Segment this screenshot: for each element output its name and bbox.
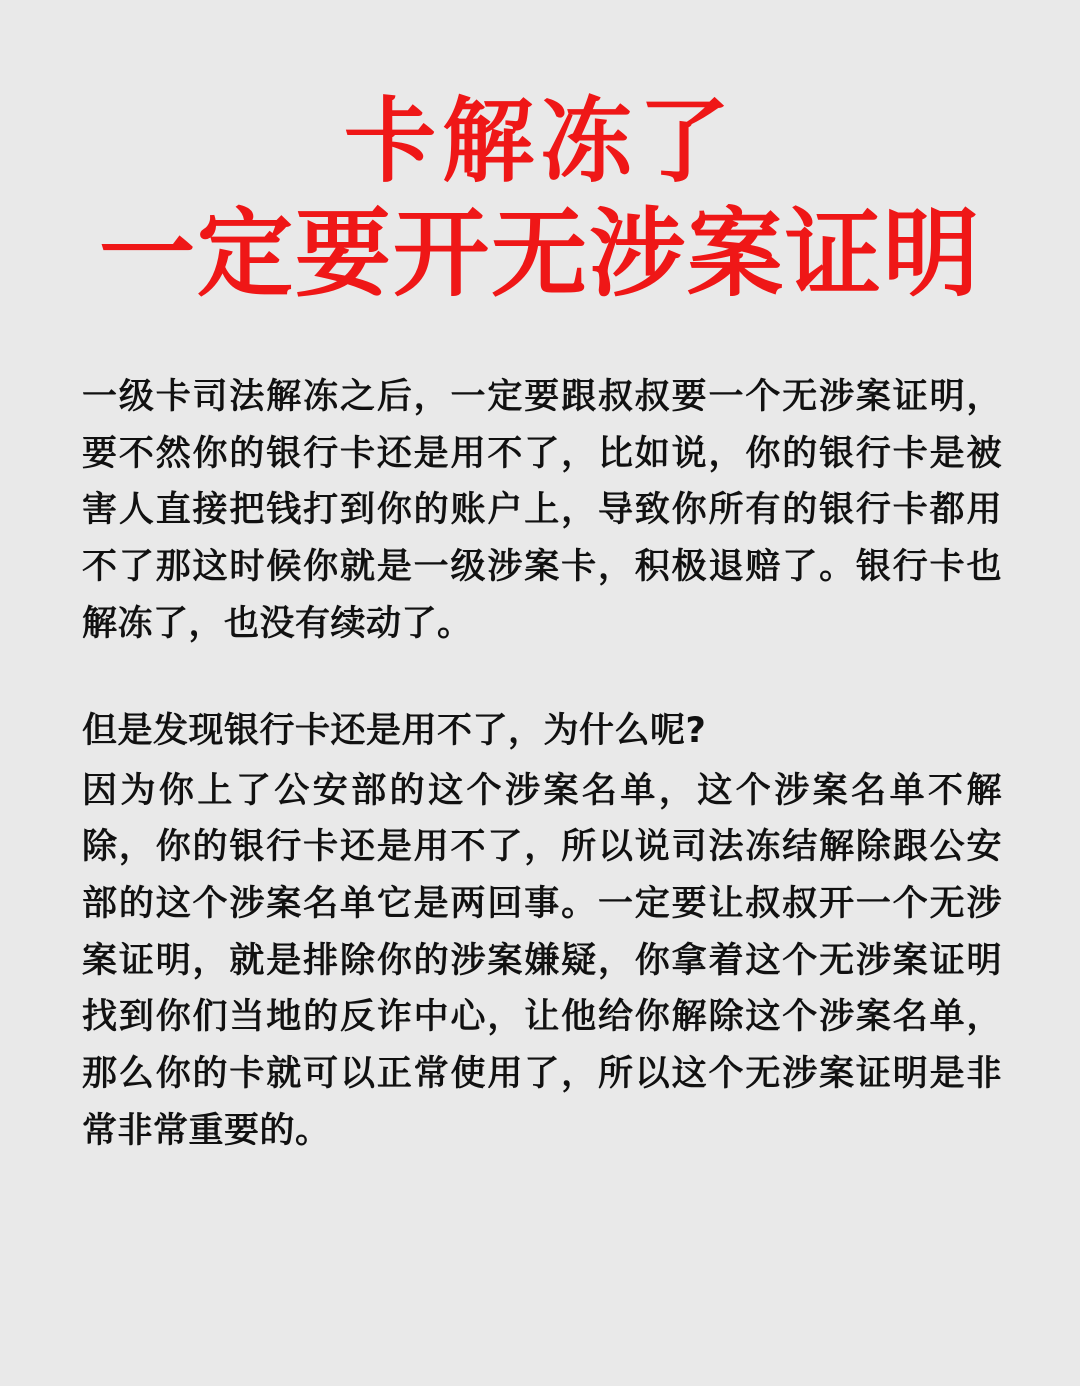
paragraph-3: 因为你上了公安部的这个涉案名单，这个涉案名单不解除，你的银行卡还是用不了，所以说司法冻结解除跟公安部的这个涉案名单它是两回事。一定要让叔叔开一个无涉案证明，就是排除你的涉案嫌疑，你拿着这个无涉案证明找到你们当地的反诈中心，让他给你解除这个涉案名单，那么你的卡就可以正常使用了，所以这个无涉案证明是非常非常重要的。: [82, 770, 1002, 1151]
headline-line-1: 卡解冻了: [343, 88, 736, 195]
headline-line-2: 一定要开无涉案证明: [99, 198, 981, 311]
paragraph-2-question: 但是发现银行卡还是用不了，为什么呢?: [82, 711, 707, 752]
body-text: [0, 307, 1080, 1160]
paragraph-1: 一级卡司法解冻之后，一定要跟叔叔要一个无涉案证明，要不然你的银行卡还是用不了，比如说，你的银行卡是被害人直接把钱打到你的账户上，导致你所有的银行卡都用不了那这时候你就是一级涉案卡，积极退赔了。银行卡也解冻了，也没有续动了。: [82, 377, 1002, 644]
page-title: [0, 0, 1080, 311]
